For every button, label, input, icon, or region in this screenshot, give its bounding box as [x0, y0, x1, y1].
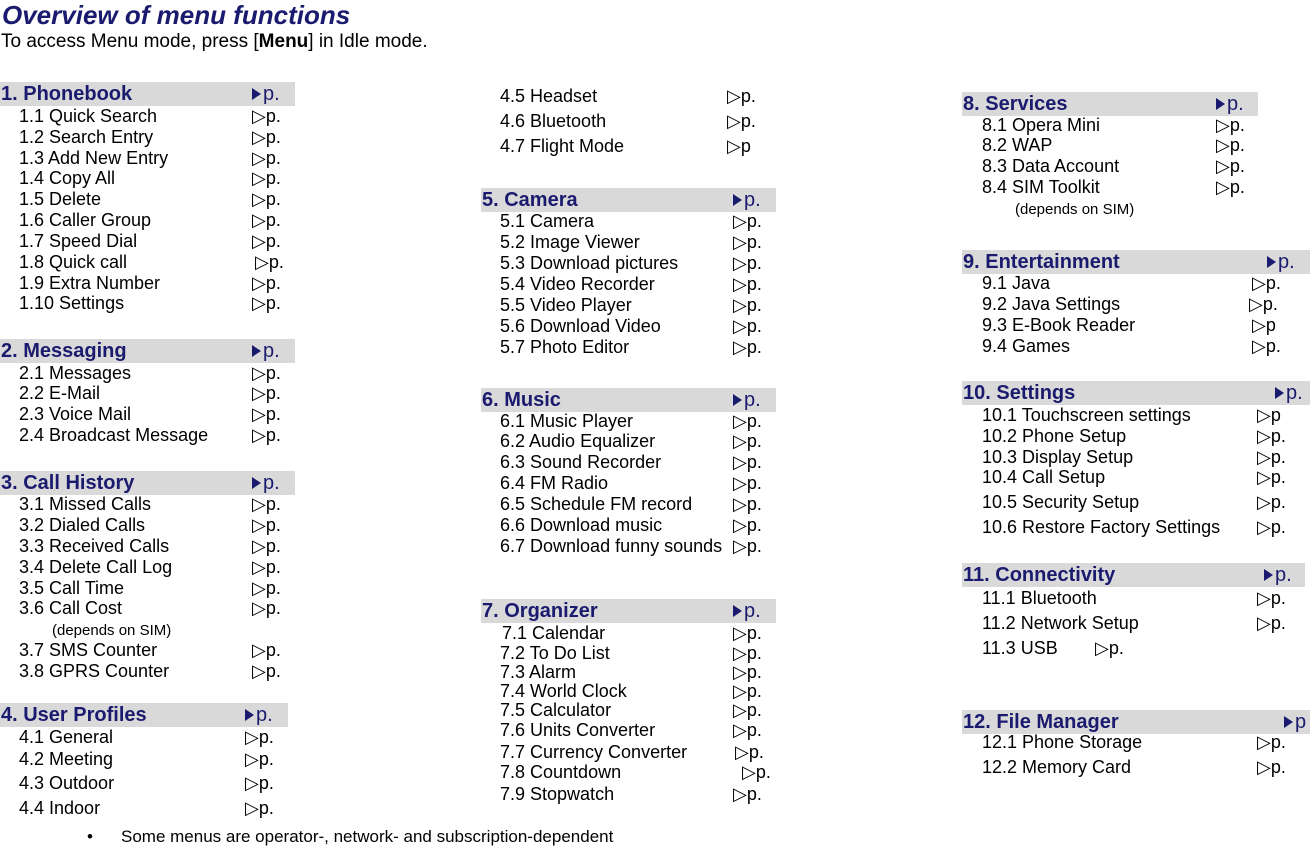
section-header	[962, 92, 1258, 116]
triangle-arrow-icon	[1216, 98, 1225, 110]
section-header	[0, 471, 295, 495]
subtitle-pre: To access Menu mode, press [	[1, 31, 259, 52]
menu-item: 1.6 Caller Group ▷p.	[19, 210, 281, 230]
triangle-arrow-icon	[1264, 569, 1273, 581]
section-label: 2. Messaging	[1, 340, 127, 362]
triangle-arrow-icon	[245, 709, 254, 721]
menu-item: 5.1 Camera ▷p.	[500, 211, 762, 231]
menu-item: 4.5 Headset ▷p.	[500, 86, 756, 106]
section-header	[481, 599, 776, 623]
menu-item: 1.3 Add New Entry ▷p.	[19, 148, 281, 168]
triangle-arrow-icon	[252, 345, 261, 357]
menu-item: 10.5 Security Setup ▷p.	[982, 492, 1286, 512]
triangle-arrow-icon	[1275, 387, 1284, 399]
menu-item: 1.8 Quick call ▷p.	[19, 252, 284, 272]
section-page-ref: p.	[245, 703, 273, 727]
menu-item: 3.2 Dialed Calls ▷p.	[19, 515, 281, 535]
menu-key: Menu	[258, 31, 309, 52]
menu-item: 8.2 WAP ▷p.	[982, 135, 1245, 155]
menu-item: 7.2 To Do List ▷p.	[500, 643, 762, 663]
menu-item: 1.9 Extra Number ▷p.	[19, 273, 281, 293]
section-page-ref: p.	[733, 188, 761, 212]
menu-item: 3.7 SMS Counter ▷p.	[19, 640, 281, 660]
section-header	[962, 381, 1310, 405]
menu-item: 6.5 Schedule FM record ▷p.	[500, 494, 762, 514]
menu-item: 7.5 Calculator ▷p.	[500, 700, 762, 720]
menu-item: 4.6 Bluetooth ▷p.	[500, 111, 756, 131]
menu-item: 1.5 Delete ▷p.	[19, 189, 281, 209]
menu-item: 1.4 Copy All ▷p.	[19, 168, 281, 188]
menu-item: 4.2 Meeting ▷p.	[19, 749, 274, 769]
section-label: 4. User Profiles	[1, 704, 147, 726]
triangle-arrow-icon	[1267, 256, 1276, 268]
menu-item: 8.3 Data Account ▷p.	[982, 156, 1245, 176]
menu-item: 3.5 Call Time ▷p.	[19, 578, 281, 598]
page-title: Overview of menu functions	[2, 0, 351, 30]
menu-item: 2.2 E-Mail ▷p.	[19, 383, 281, 403]
menu-item: 11.3 USB ▷p.	[982, 638, 1124, 658]
menu-item: 1.10 Settings ▷p.	[19, 293, 281, 313]
section-label: 5. Camera	[482, 189, 578, 211]
menu-item: 5.6 Download Video ▷p.	[500, 316, 762, 336]
section-label: 10. Settings	[963, 382, 1076, 404]
section-header	[962, 710, 1310, 734]
section-label: 8. Services	[963, 93, 1068, 115]
menu-item: 7.1 Calendar ▷p.	[502, 623, 762, 643]
section-page-ref: p.	[733, 388, 761, 412]
section-label: 1. Phonebook	[1, 83, 133, 105]
section-page-ref: p.	[1267, 250, 1295, 274]
menu-item: 8.4 SIM Toolkit ▷p.	[982, 177, 1245, 197]
menu-item: 4.3 Outdoor ▷p.	[19, 773, 274, 793]
menu-item: 4.7 Flight Mode ▷p	[500, 136, 751, 156]
menu-item: 6.1 Music Player ▷p.	[500, 411, 762, 431]
menu-item: 10.6 Restore Factory Settings ▷p.	[982, 517, 1286, 537]
menu-item: 12.1 Phone Storage ▷p.	[982, 732, 1286, 752]
menu-item: 11.2 Network Setup ▷p.	[982, 613, 1286, 633]
sim-note: (depends on SIM)	[1015, 201, 1135, 218]
section-page-ref: p.	[1216, 92, 1244, 116]
section-page-ref: p	[1284, 710, 1306, 734]
menu-item: 3.1 Missed Calls ▷p.	[19, 494, 281, 514]
subtitle-post: ] in Idle mode.	[308, 31, 428, 52]
footnote-text: Some menus are operator-, network- and subscription-dependent	[121, 827, 614, 846]
menu-item: 6.7 Download funny sounds ▷p.	[500, 536, 762, 556]
menu-item: 5.4 Video Recorder ▷p.	[500, 274, 762, 294]
section-label: 3. Call History	[1, 472, 135, 494]
bullet-icon: •	[87, 827, 93, 846]
menu-item: 7.7 Currency Converter ▷p.	[500, 742, 764, 762]
menu-item: 7.6 Units Converter ▷p.	[500, 720, 762, 740]
menu-item: 1.1 Quick Search ▷p.	[19, 106, 281, 126]
menu-item: 10.3 Display Setup ▷p.	[982, 447, 1286, 467]
menu-item: 2.4 Broadcast Message ▷p.	[19, 425, 281, 445]
section-label: 11. Connectivity	[963, 564, 1116, 586]
menu-item: 12.2 Memory Card ▷p.	[982, 757, 1286, 777]
section-page-ref: p.	[1275, 381, 1303, 405]
menu-item: 10.2 Phone Setup ▷p.	[982, 426, 1286, 446]
section-header	[481, 388, 776, 412]
menu-item: 1.7 Speed Dial ▷p.	[19, 231, 281, 251]
menu-item: 9.1 Java ▷p.	[982, 273, 1281, 293]
menu-item: 6.6 Download music ▷p.	[500, 515, 762, 535]
section-page-ref: p.	[252, 471, 280, 495]
menu-item: 2.1 Messages ▷p.	[19, 363, 281, 383]
menu-item: 9.4 Games ▷p.	[982, 336, 1281, 356]
menu-item: 4.4 Indoor ▷p.	[19, 798, 274, 818]
section-page-ref: p.	[252, 339, 280, 363]
menu-item: 9.2 Java Settings ▷p.	[982, 294, 1278, 314]
menu-item: 3.4 Delete Call Log ▷p.	[19, 557, 281, 577]
menu-item: 6.2 Audio Equalizer ▷p.	[500, 431, 762, 451]
section-label: 7. Organizer	[482, 600, 598, 622]
menu-item: 5.7 Photo Editor ▷p.	[500, 337, 762, 357]
menu-item: 3.8 GPRS Counter ▷p.	[19, 661, 281, 681]
menu-item: 2.3 Voice Mail ▷p.	[19, 404, 281, 424]
section-header	[481, 188, 776, 212]
section-header	[0, 82, 295, 106]
section-page-ref: p.	[1264, 563, 1292, 587]
triangle-arrow-icon	[1284, 716, 1293, 728]
section-header	[962, 250, 1310, 274]
section-label: 12. File Manager	[963, 711, 1119, 733]
menu-item: 6.3 Sound Recorder ▷p.	[500, 452, 762, 472]
menu-item: 10.4 Call Setup ▷p.	[982, 467, 1286, 487]
section-label: 6. Music	[482, 389, 561, 411]
menu-item: 6.4 FM Radio ▷p.	[500, 473, 762, 493]
sim-note: (depends on SIM)	[52, 622, 172, 639]
menu-item: 7.8 Countdown ▷p.	[500, 762, 771, 782]
menu-item: 7.4 World Clock ▷p.	[500, 681, 762, 701]
section-header	[962, 563, 1305, 587]
triangle-arrow-icon	[733, 194, 742, 206]
menu-item: 3.3 Received Calls ▷p.	[19, 536, 281, 556]
triangle-arrow-icon	[733, 394, 742, 406]
section-label: 9. Entertainment	[963, 251, 1120, 273]
menu-item: 5.5 Video Player ▷p.	[500, 295, 762, 315]
triangle-arrow-icon	[252, 88, 261, 100]
menu-item: 11.1 Bluetooth ▷p.	[982, 588, 1286, 608]
menu-item: 7.9 Stopwatch ▷p.	[500, 784, 762, 804]
menu-item: 5.3 Download pictures ▷p.	[500, 253, 762, 273]
menu-item: 7.3 Alarm ▷p.	[500, 662, 762, 682]
menu-item: 1.2 Search Entry ▷p.	[19, 127, 281, 147]
menu-item: 10.1 Touchscreen settings ▷p	[982, 405, 1281, 425]
menu-item: 5.2 Image Viewer ▷p.	[500, 232, 762, 252]
section-page-ref: p.	[733, 599, 761, 623]
menu-item: 4.1 General ▷p.	[19, 727, 274, 747]
triangle-arrow-icon	[252, 477, 261, 489]
page-subtitle	[1, 31, 428, 53]
menu-item: 9.3 E-Book Reader ▷p	[982, 315, 1276, 335]
section-header	[0, 703, 288, 727]
section-page-ref: p.	[252, 82, 280, 106]
menu-item: 8.1 Opera Mini ▷p.	[982, 115, 1245, 135]
triangle-arrow-icon	[733, 605, 742, 617]
menu-item: 3.6 Call Cost ▷p.	[19, 598, 281, 618]
section-header	[0, 339, 295, 363]
